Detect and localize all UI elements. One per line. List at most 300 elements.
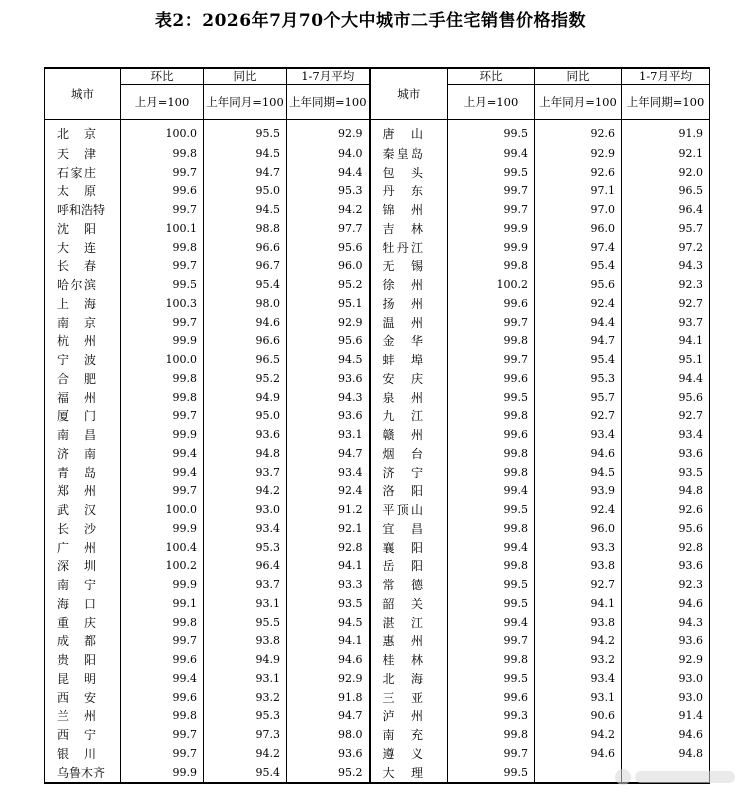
left-city-name: 郑州 <box>45 482 121 501</box>
right-avg-value: 92.7 <box>622 407 710 426</box>
left-mom-value: 99.9 <box>121 426 204 445</box>
table-row <box>45 595 710 614</box>
header-mom-sub-left: 上月=100 <box>121 85 204 120</box>
header-yoy-left: 同比 <box>204 68 287 85</box>
right-mom-value: 99.5 <box>448 389 535 408</box>
right-avg-value: 91.9 <box>622 120 710 145</box>
right-mom-value: 99.4 <box>448 482 535 501</box>
right-city-name: 牡丹江 <box>370 239 448 258</box>
right-mom-value: 99.5 <box>448 501 535 520</box>
right-avg-value: 93.5 <box>622 464 710 483</box>
left-avg-value: 93.6 <box>287 745 370 764</box>
watermark <box>600 766 735 788</box>
left-avg-value: 95.1 <box>287 295 370 314</box>
left-city-name: 贵阳 <box>45 651 121 670</box>
left-yoy-value: 94.9 <box>204 651 287 670</box>
right-mom-value: 99.4 <box>448 539 535 558</box>
table-row <box>45 370 710 389</box>
left-city-name: 天津 <box>45 145 121 164</box>
right-yoy-value: 92.7 <box>535 576 622 595</box>
table-row <box>45 520 710 539</box>
left-mom-value: 99.9 <box>121 520 204 539</box>
left-yoy-value: 93.1 <box>204 670 287 689</box>
left-mom-value: 100.0 <box>121 120 204 145</box>
left-yoy-value: 96.6 <box>204 239 287 258</box>
table-row <box>45 276 710 295</box>
left-yoy-value: 95.5 <box>204 614 287 633</box>
right-city-name: 洛阳 <box>370 482 448 501</box>
left-yoy-value: 93.6 <box>204 426 287 445</box>
table-row <box>45 201 710 220</box>
right-city-name: 吉林 <box>370 220 448 239</box>
left-mom-value: 100.3 <box>121 295 204 314</box>
left-city-name: 南宁 <box>45 576 121 595</box>
header-mom-sub-right: 上月=100 <box>448 85 535 120</box>
right-city-name: 宜昌 <box>370 520 448 539</box>
left-yoy-value: 93.0 <box>204 501 287 520</box>
right-yoy-value: 93.3 <box>535 539 622 558</box>
left-mom-value: 99.6 <box>121 651 204 670</box>
left-avg-value: 93.6 <box>287 407 370 426</box>
right-mom-value: 99.8 <box>448 520 535 539</box>
right-avg-value: 92.3 <box>622 276 710 295</box>
right-city-name: 平顶山 <box>370 501 448 520</box>
left-yoy-value: 96.5 <box>204 351 287 370</box>
left-avg-value: 93.1 <box>287 426 370 445</box>
header-yoy-sub-right: 上年同月=100 <box>535 85 622 120</box>
header-avg-right: 1-7月平均 <box>622 68 710 85</box>
left-yoy-value: 95.0 <box>204 407 287 426</box>
right-city-name: 湛江 <box>370 614 448 633</box>
table-row <box>45 182 710 201</box>
right-yoy-value: 94.4 <box>535 314 622 333</box>
right-yoy-value: 94.5 <box>535 464 622 483</box>
left-city-name: 昆明 <box>45 670 121 689</box>
table-row <box>45 632 710 651</box>
right-yoy-value: 95.3 <box>535 370 622 389</box>
left-yoy-value: 97.3 <box>204 726 287 745</box>
table-row <box>45 689 710 708</box>
table-row <box>45 576 710 595</box>
right-yoy-value: 90.6 <box>535 707 622 726</box>
right-mom-value: 99.8 <box>448 332 535 351</box>
table-row <box>45 445 710 464</box>
left-city-name: 福州 <box>45 389 121 408</box>
left-yoy-value: 94.6 <box>204 314 287 333</box>
left-avg-value: 95.3 <box>287 182 370 201</box>
left-avg-value: 97.7 <box>287 220 370 239</box>
left-avg-value: 94.7 <box>287 445 370 464</box>
right-mom-value: 99.6 <box>448 295 535 314</box>
right-mom-value: 99.7 <box>448 745 535 764</box>
right-mom-value: 99.8 <box>448 651 535 670</box>
right-yoy-value: 95.6 <box>535 276 622 295</box>
right-city-name: 韶关 <box>370 595 448 614</box>
left-city-name: 北京 <box>45 120 121 145</box>
right-city-name: 南充 <box>370 726 448 745</box>
left-mom-value: 99.6 <box>121 689 204 708</box>
left-yoy-value: 93.7 <box>204 576 287 595</box>
left-city-name: 南京 <box>45 314 121 333</box>
left-city-name: 呼和浩特 <box>45 201 121 220</box>
left-mom-value: 99.8 <box>121 389 204 408</box>
right-avg-value: 93.6 <box>622 632 710 651</box>
right-yoy-value: 93.4 <box>535 670 622 689</box>
right-avg-value: 92.3 <box>622 576 710 595</box>
right-mom-value: 99.9 <box>448 220 535 239</box>
right-city-name: 泸州 <box>370 707 448 726</box>
right-city-name: 襄阳 <box>370 539 448 558</box>
left-city-name: 长沙 <box>45 520 121 539</box>
left-city-name: 厦门 <box>45 407 121 426</box>
table-row <box>45 351 710 370</box>
left-avg-value: 96.0 <box>287 257 370 276</box>
left-yoy-value: 95.0 <box>204 182 287 201</box>
left-yoy-value: 95.3 <box>204 707 287 726</box>
right-city-name: 包头 <box>370 164 448 183</box>
left-mom-value: 99.8 <box>121 145 204 164</box>
right-yoy-value: 95.4 <box>535 351 622 370</box>
right-avg-value: 94.4 <box>622 370 710 389</box>
left-city-name: 重庆 <box>45 614 121 633</box>
table-row <box>45 314 710 333</box>
table-row <box>45 651 710 670</box>
right-mom-value: 99.7 <box>448 351 535 370</box>
right-city-name: 三亚 <box>370 689 448 708</box>
header-city-right: 城市 <box>370 68 448 120</box>
left-city-name: 成都 <box>45 632 121 651</box>
table-row <box>45 670 710 689</box>
left-avg-value: 93.6 <box>287 370 370 389</box>
right-avg-value: 92.9 <box>622 651 710 670</box>
left-mom-value: 99.4 <box>121 670 204 689</box>
right-avg-value: 95.1 <box>622 351 710 370</box>
left-yoy-value: 93.1 <box>204 595 287 614</box>
left-mom-value: 99.6 <box>121 182 204 201</box>
right-avg-value: 92.8 <box>622 539 710 558</box>
right-yoy-value: 94.7 <box>535 332 622 351</box>
watermark-text-bar <box>635 771 735 783</box>
right-mom-value: 99.6 <box>448 426 535 445</box>
table-row <box>45 164 710 183</box>
left-mom-value: 99.7 <box>121 201 204 220</box>
left-mom-value: 99.1 <box>121 595 204 614</box>
right-mom-value: 99.8 <box>448 257 535 276</box>
right-yoy-value: 94.2 <box>535 632 622 651</box>
right-mom-value: 99.5 <box>448 764 535 784</box>
right-avg-value: 95.6 <box>622 389 710 408</box>
left-avg-value: 95.2 <box>287 276 370 295</box>
left-avg-value: 95.6 <box>287 332 370 351</box>
right-yoy-value: 96.0 <box>535 520 622 539</box>
right-city-name: 烟台 <box>370 445 448 464</box>
right-city-name: 蚌埠 <box>370 351 448 370</box>
left-mom-value: 99.4 <box>121 445 204 464</box>
right-yoy-value: 94.1 <box>535 595 622 614</box>
left-yoy-value: 93.7 <box>204 464 287 483</box>
table-row <box>45 120 710 145</box>
left-mom-value: 99.9 <box>121 332 204 351</box>
right-avg-value: 93.0 <box>622 689 710 708</box>
right-avg-value: 92.7 <box>622 295 710 314</box>
left-avg-value: 94.6 <box>287 651 370 670</box>
left-yoy-value: 96.7 <box>204 257 287 276</box>
right-yoy-value: 93.4 <box>535 426 622 445</box>
right-yoy-value: 95.4 <box>535 257 622 276</box>
right-mom-value: 99.5 <box>448 120 535 145</box>
left-city-name: 武汉 <box>45 501 121 520</box>
left-mom-value: 100.0 <box>121 351 204 370</box>
right-mom-value: 99.5 <box>448 670 535 689</box>
table-row <box>45 145 710 164</box>
right-avg-value: 96.5 <box>622 182 710 201</box>
right-avg-value: 94.3 <box>622 614 710 633</box>
header-mom-left: 环比 <box>121 68 204 85</box>
left-city-name: 广州 <box>45 539 121 558</box>
left-mom-value: 99.5 <box>121 276 204 295</box>
left-avg-value: 93.4 <box>287 464 370 483</box>
right-city-name: 遵义 <box>370 745 448 764</box>
right-yoy-value: 93.1 <box>535 689 622 708</box>
left-mom-value: 100.1 <box>121 220 204 239</box>
left-yoy-value: 98.0 <box>204 295 287 314</box>
right-city-name: 扬州 <box>370 295 448 314</box>
left-avg-value: 92.9 <box>287 120 370 145</box>
right-mom-value: 99.5 <box>448 164 535 183</box>
left-mom-value: 99.7 <box>121 407 204 426</box>
left-avg-value: 94.2 <box>287 201 370 220</box>
right-yoy-value: 92.4 <box>535 295 622 314</box>
left-yoy-value: 95.4 <box>204 764 287 784</box>
left-avg-value: 95.6 <box>287 239 370 258</box>
right-yoy-value: 96.0 <box>535 220 622 239</box>
left-mom-value: 99.8 <box>121 614 204 633</box>
header-city-left: 城市 <box>45 68 121 120</box>
right-yoy-value: 93.8 <box>535 557 622 576</box>
left-avg-value: 94.5 <box>287 614 370 633</box>
right-mom-value: 99.8 <box>448 464 535 483</box>
right-yoy-value: 94.6 <box>535 445 622 464</box>
left-yoy-value: 93.2 <box>204 689 287 708</box>
right-yoy-value: 92.4 <box>535 501 622 520</box>
left-city-name: 西宁 <box>45 726 121 745</box>
left-mom-value: 99.7 <box>121 726 204 745</box>
left-avg-value: 93.3 <box>287 576 370 595</box>
left-mom-value: 99.4 <box>121 464 204 483</box>
right-city-name: 泉州 <box>370 389 448 408</box>
left-yoy-value: 94.9 <box>204 389 287 408</box>
right-mom-value: 99.3 <box>448 707 535 726</box>
table-row <box>45 389 710 408</box>
table-row <box>45 726 710 745</box>
right-yoy-value: 97.4 <box>535 239 622 258</box>
table-row <box>45 332 710 351</box>
left-yoy-value: 95.3 <box>204 539 287 558</box>
header-avg-sub-left: 上年同期=100 <box>287 85 370 120</box>
left-avg-value: 93.5 <box>287 595 370 614</box>
right-mom-value: 99.7 <box>448 201 535 220</box>
table-title: 表2：2026年7月70个大中城市二手住宅销售价格指数 <box>154 11 587 31</box>
table-row <box>45 426 710 445</box>
left-avg-value: 91.2 <box>287 501 370 520</box>
left-yoy-value: 98.8 <box>204 220 287 239</box>
left-city-name: 乌鲁木齐 <box>45 764 121 784</box>
left-city-name: 上海 <box>45 295 121 314</box>
right-city-name: 北海 <box>370 670 448 689</box>
right-avg-value: 94.6 <box>622 595 710 614</box>
right-mom-value: 99.8 <box>448 445 535 464</box>
left-city-name: 太原 <box>45 182 121 201</box>
right-avg-value: 96.4 <box>622 201 710 220</box>
right-city-name: 安庆 <box>370 370 448 389</box>
left-yoy-value: 94.5 <box>204 145 287 164</box>
table-row <box>45 482 710 501</box>
left-city-name: 南昌 <box>45 426 121 445</box>
right-city-name: 无锡 <box>370 257 448 276</box>
table-body <box>45 120 710 784</box>
left-avg-value: 91.8 <box>287 689 370 708</box>
right-avg-value: 93.0 <box>622 670 710 689</box>
right-yoy-value: 92.6 <box>535 164 622 183</box>
price-index-table <box>44 67 710 784</box>
right-avg-value: 92.6 <box>622 501 710 520</box>
left-avg-value: 94.4 <box>287 164 370 183</box>
right-city-name: 丹东 <box>370 182 448 201</box>
left-avg-value: 94.1 <box>287 557 370 576</box>
left-yoy-value: 95.5 <box>204 120 287 145</box>
left-city-name: 石家庄 <box>45 164 121 183</box>
left-mom-value: 99.7 <box>121 257 204 276</box>
left-mom-value: 99.7 <box>121 745 204 764</box>
right-avg-value: 93.6 <box>622 445 710 464</box>
left-mom-value: 100.0 <box>121 501 204 520</box>
left-mom-value: 99.8 <box>121 707 204 726</box>
table-row <box>45 614 710 633</box>
right-yoy-value: 92.6 <box>535 120 622 145</box>
right-avg-value: 94.6 <box>622 726 710 745</box>
left-mom-value: 100.2 <box>121 557 204 576</box>
right-mom-value: 99.7 <box>448 182 535 201</box>
right-avg-value: 92.0 <box>622 164 710 183</box>
right-avg-value: 94.8 <box>622 482 710 501</box>
right-mom-value: 99.6 <box>448 370 535 389</box>
right-avg-value: 94.8 <box>622 745 710 764</box>
left-yoy-value: 95.2 <box>204 370 287 389</box>
left-mom-value: 99.7 <box>121 314 204 333</box>
right-mom-value: 99.4 <box>448 145 535 164</box>
left-city-name: 青岛 <box>45 464 121 483</box>
right-yoy-value: 92.7 <box>535 407 622 426</box>
right-city-name: 徐州 <box>370 276 448 295</box>
left-city-name: 海口 <box>45 595 121 614</box>
table-row <box>45 539 710 558</box>
left-yoy-value: 93.8 <box>204 632 287 651</box>
right-mom-value: 99.5 <box>448 595 535 614</box>
right-yoy-value: 94.6 <box>535 745 622 764</box>
table-row <box>45 257 710 276</box>
table-row <box>45 745 710 764</box>
right-city-name: 秦皇岛 <box>370 145 448 164</box>
left-mom-value: 99.7 <box>121 164 204 183</box>
right-mom-value: 99.9 <box>448 239 535 258</box>
left-city-name: 长春 <box>45 257 121 276</box>
left-city-name: 宁波 <box>45 351 121 370</box>
right-yoy-value: 93.2 <box>535 651 622 670</box>
right-yoy-value: 93.9 <box>535 482 622 501</box>
right-avg-value: 91.4 <box>622 707 710 726</box>
left-yoy-value: 94.7 <box>204 164 287 183</box>
left-city-name: 银川 <box>45 745 121 764</box>
right-city-name: 大理 <box>370 764 448 784</box>
right-mom-value: 100.2 <box>448 276 535 295</box>
right-city-name: 唐山 <box>370 120 448 145</box>
right-city-name: 九江 <box>370 407 448 426</box>
left-yoy-value: 94.2 <box>204 482 287 501</box>
left-avg-value: 92.8 <box>287 539 370 558</box>
left-city-name: 西安 <box>45 689 121 708</box>
right-mom-value: 99.6 <box>448 689 535 708</box>
right-avg-value: 95.7 <box>622 220 710 239</box>
right-yoy-value: 95.7 <box>535 389 622 408</box>
left-mom-value: 99.8 <box>121 239 204 258</box>
left-city-name: 济南 <box>45 445 121 464</box>
header-avg-left: 1-7月平均 <box>287 68 370 85</box>
left-mom-value: 99.9 <box>121 576 204 595</box>
left-avg-value: 94.5 <box>287 351 370 370</box>
left-avg-value: 92.4 <box>287 482 370 501</box>
table-header <box>45 68 710 120</box>
left-avg-value: 92.9 <box>287 670 370 689</box>
left-city-name: 合肥 <box>45 370 121 389</box>
left-avg-value: 94.1 <box>287 632 370 651</box>
right-city-name: 温州 <box>370 314 448 333</box>
right-avg-value: 93.7 <box>622 314 710 333</box>
right-city-name: 岳阳 <box>370 557 448 576</box>
left-avg-value: 92.9 <box>287 314 370 333</box>
left-yoy-value: 94.8 <box>204 445 287 464</box>
right-mom-value: 99.8 <box>448 407 535 426</box>
right-city-name: 常德 <box>370 576 448 595</box>
table-row <box>45 239 710 258</box>
right-mom-value: 99.5 <box>448 576 535 595</box>
left-yoy-value: 94.2 <box>204 745 287 764</box>
right-mom-value: 99.8 <box>448 726 535 745</box>
right-yoy-value: 92.9 <box>535 145 622 164</box>
table-row <box>45 295 710 314</box>
left-yoy-value: 96.6 <box>204 332 287 351</box>
right-mom-value: 99.4 <box>448 614 535 633</box>
table-row <box>45 407 710 426</box>
right-city-name: 金华 <box>370 332 448 351</box>
header-yoy-right: 同比 <box>535 68 622 85</box>
watermark-logo-icon <box>615 769 631 785</box>
left-city-name: 杭州 <box>45 332 121 351</box>
table-row <box>45 707 710 726</box>
right-city-name: 惠州 <box>370 632 448 651</box>
left-yoy-value: 93.4 <box>204 520 287 539</box>
left-avg-value: 94.7 <box>287 707 370 726</box>
left-yoy-value: 94.5 <box>204 201 287 220</box>
right-city-name: 济宁 <box>370 464 448 483</box>
right-yoy-value: 94.2 <box>535 726 622 745</box>
right-avg-value: 95.6 <box>622 520 710 539</box>
right-mom-value: 99.8 <box>448 557 535 576</box>
right-mom-value: 99.7 <box>448 314 535 333</box>
left-city-name: 兰州 <box>45 707 121 726</box>
table-row <box>45 220 710 239</box>
left-yoy-value: 96.4 <box>204 557 287 576</box>
left-avg-value: 95.2 <box>287 764 370 784</box>
